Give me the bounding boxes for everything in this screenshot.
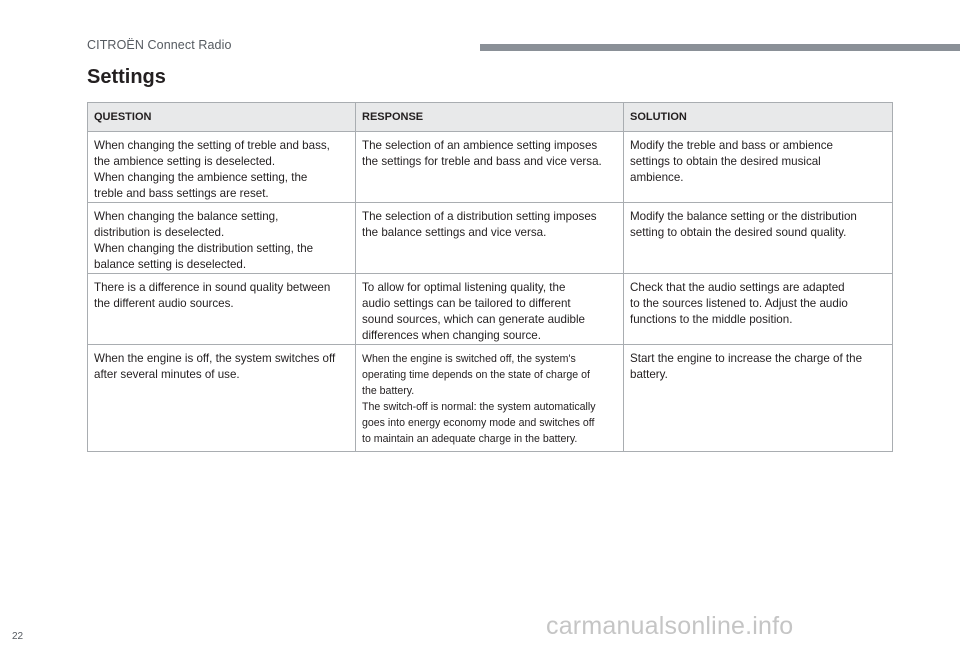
page-number: 22 [12, 631, 24, 642]
table-row [88, 274, 893, 345]
watermark-text: carmanualsonline.info [546, 612, 794, 640]
question-cell: When changing the balance setting, distribution is deselected. When changing the distribution setting, the balance setting is deselected. [88, 203, 356, 274]
section-title: Settings [87, 66, 166, 88]
table-row [88, 203, 893, 274]
response-cell: The selection of a distribution setting imposes the balance settings and vice versa. [356, 203, 624, 274]
response-cell: The selection of an ambience setting imposes the settings for treble and bass and vice versa. [356, 132, 624, 203]
table-row [88, 345, 893, 452]
column-header-response: RESPONSE [356, 103, 624, 132]
solution-cell: Modify the treble and bass or ambience settings to obtain the desired musical ambience. [624, 132, 893, 203]
solution-cell: Modify the balance setting or the distribution setting to obtain the desired sound quality. [624, 203, 893, 274]
question-cell: There is a difference in sound quality between the different audio sources. [88, 274, 356, 345]
table-header-row [88, 103, 893, 132]
response-cell: To allow for optimal listening quality, the audio settings can be tailored to different sound sources, which can generate audible differences when changing source. [356, 274, 624, 345]
question-cell: When the engine is off, the system switches off after several minutes of use. [88, 345, 356, 452]
header-bar [480, 44, 960, 51]
solution-cell: Start the engine to increase the charge of the battery. [624, 345, 893, 452]
solution-cell: Check that the audio settings are adapted to the sources listened to. Adjust the audio functions to the middle position. [624, 274, 893, 345]
manual-header-title: CITROËN Connect Radio [87, 38, 232, 52]
column-header-question: QUESTION [88, 103, 356, 132]
response-cell: When the engine is switched off, the system's operating time depends on the state of charge of the battery. The switch-off is normal: the system automatically goes into energy economy mode and switches off to maintain an adequate charge in the battery. [356, 345, 624, 452]
question-cell: When changing the setting of treble and bass, the ambience setting is deselected. When changing the ambience setting, the treble and bass settings are reset. [88, 132, 356, 203]
column-header-solution: SOLUTION [624, 103, 893, 132]
settings-faq-table [87, 102, 893, 452]
table-row [88, 132, 893, 203]
